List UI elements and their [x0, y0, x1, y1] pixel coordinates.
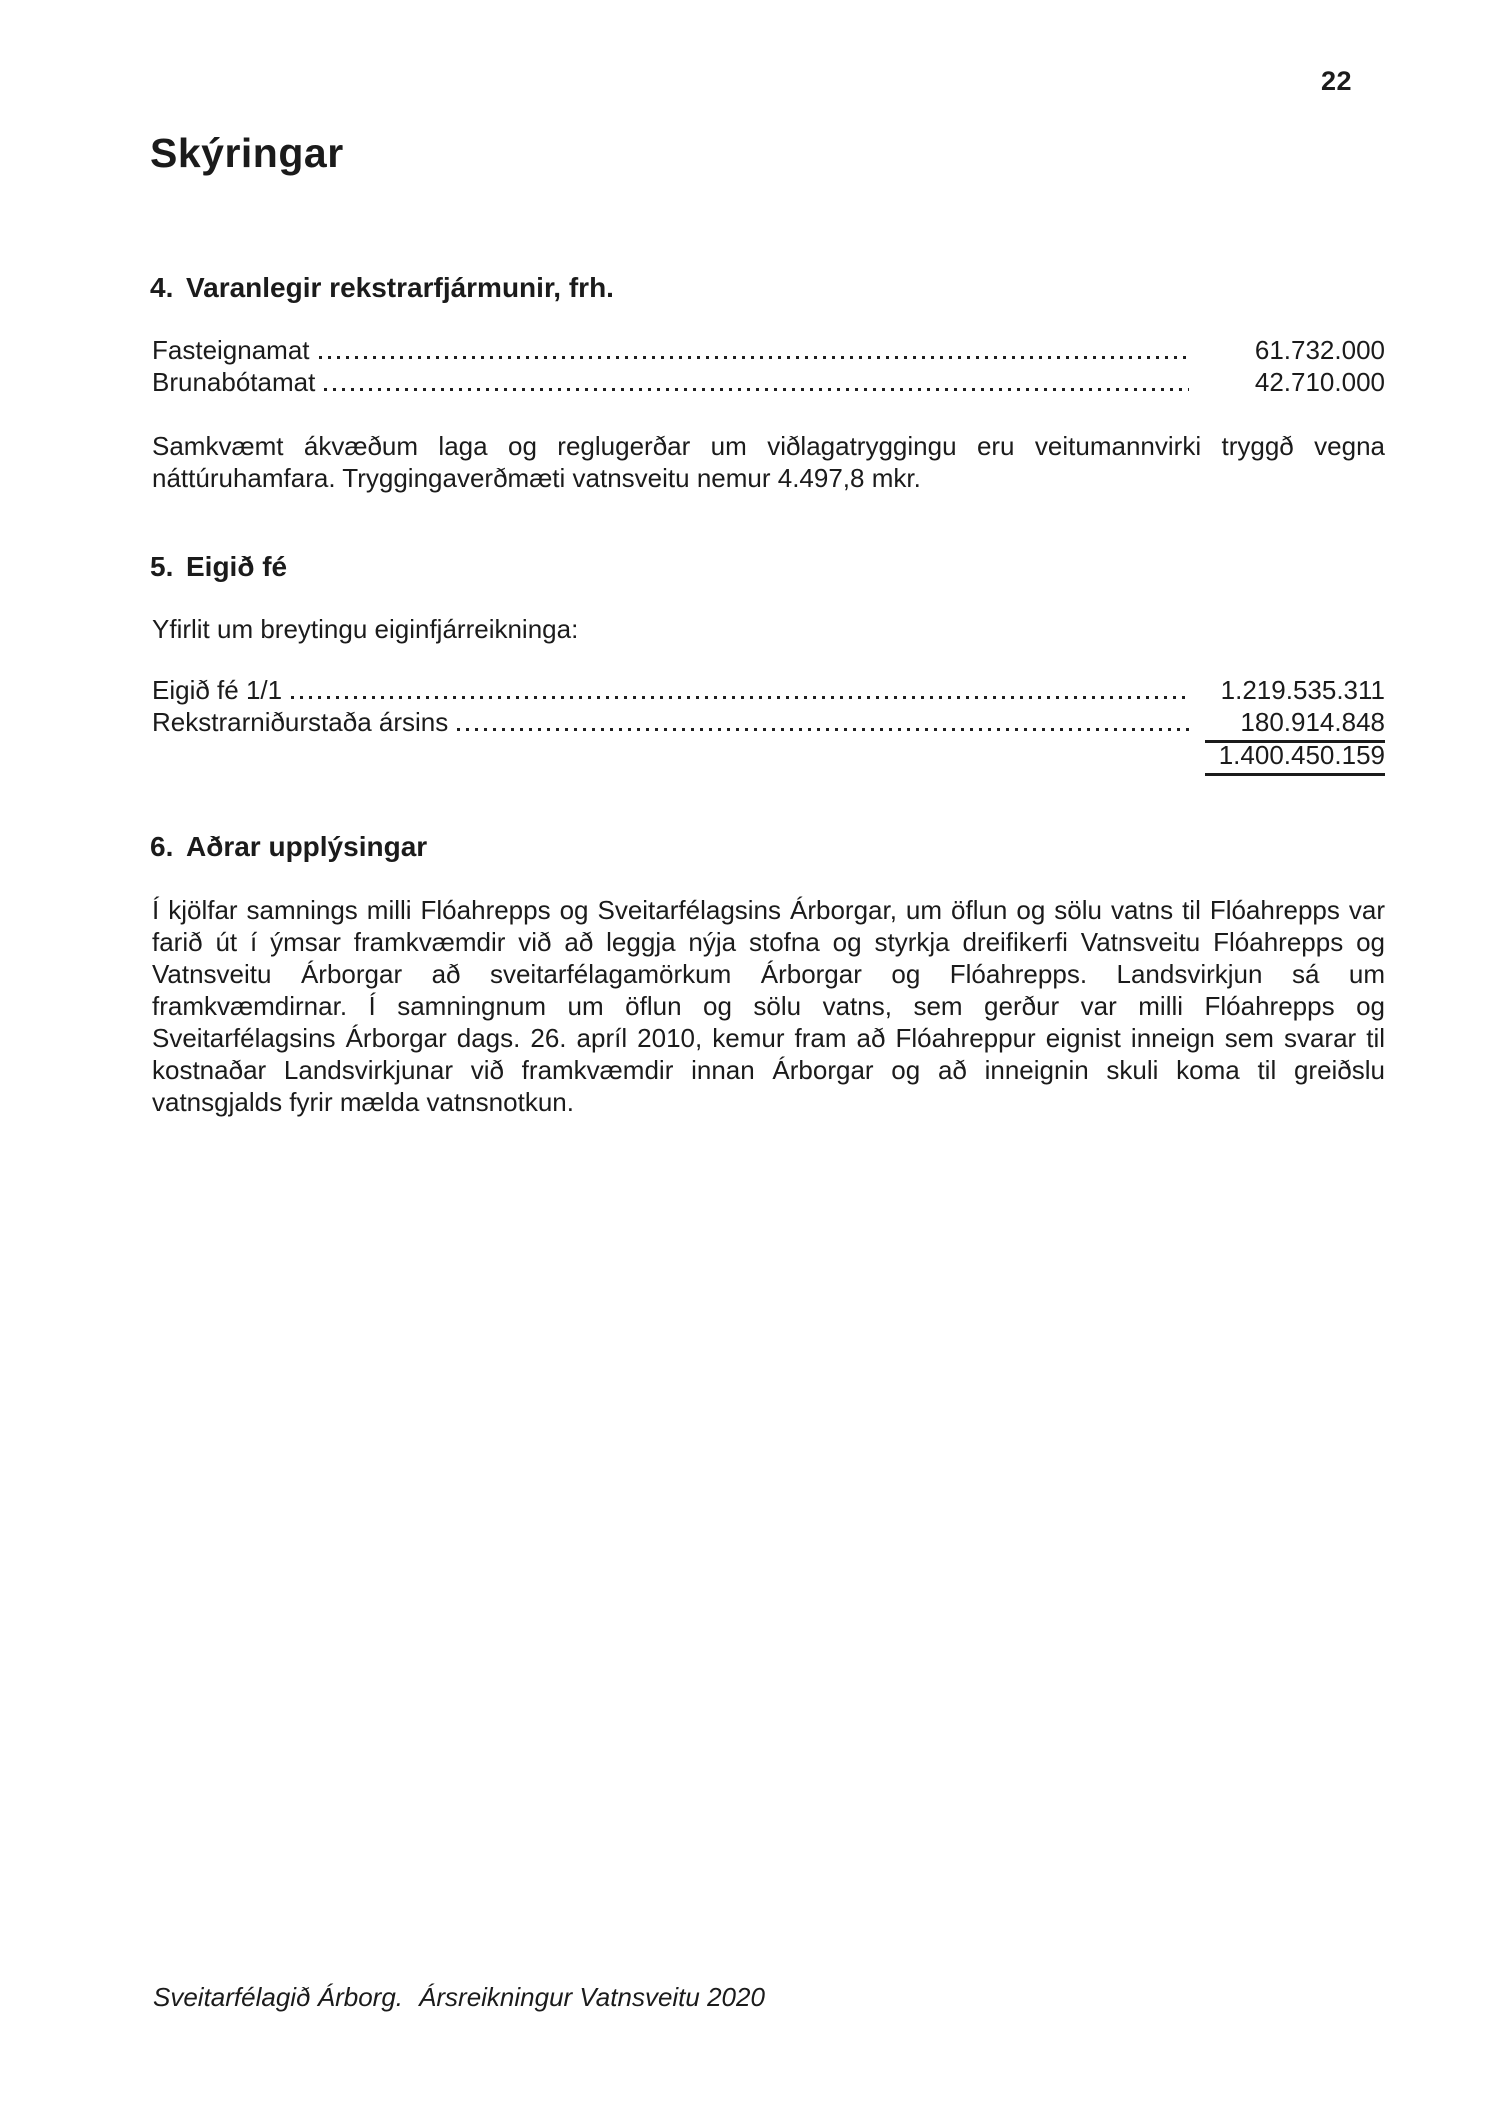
- section-4-paragraph: Samkvæmt ákvæðum laga og reglugerðar um viðlagatryggingu eru veitumannvirki tryggð vegna náttúruhamfara. Tryggingaverðmæti vatnsveitu nemur 4.497,8 mkr.: [152, 431, 1385, 493]
- section-4-title: Varanlegir rekstrarfjármunir, frh.: [186, 272, 614, 303]
- row-value: 42.710.000: [1254, 367, 1385, 397]
- row-label: Rekstrarniðurstaða ársins: [152, 707, 449, 737]
- page-title: Skýringar: [150, 130, 344, 176]
- section-4-heading: [150, 272, 614, 304]
- section-6-title: Aðrar upplýsingar: [186, 831, 428, 862]
- table-total-row: [152, 739, 1385, 771]
- table-row: [152, 366, 1385, 398]
- dotted-leader: [457, 728, 1189, 731]
- section-6-heading: [150, 831, 427, 863]
- row-value: 61.732.000: [1254, 335, 1385, 365]
- section-5-heading: [150, 551, 287, 583]
- section-4-table: [152, 334, 1385, 398]
- footer-report-title: Ársreikningur Vatnsveitu 2020: [419, 1982, 765, 2012]
- table-row: [152, 674, 1385, 706]
- table-row: [152, 706, 1385, 738]
- dotted-leader: [319, 356, 1189, 359]
- row-label: Eigið fé 1/1: [152, 675, 283, 705]
- section-5-intro: Yfirlit um breytingu eiginfjárreikninga:: [152, 614, 579, 644]
- section-5-title: Eigið fé: [186, 551, 288, 582]
- dotted-leader: [291, 696, 1189, 699]
- section-6-paragraph: Í kjölfar samnings milli Flóahrepps og Sveitarfélagsins Árborgar, um öflun og sölu vatns til Flóahrepps var farið út í ýmsar framkvæmdir við að leggja nýja stofna og styrkja dreifikerfi Vatnsveitu Flóahrepps og Vatnsveitu Árborgar að sveitarfélagamörkum Árborgar og Flóahrepps. Landsvirkjun sá um framkvæmdirnar. Í samningnum um öflun og sölu vatns, sem gerður var milli Flóahrepps og Sveitarfélagsins Árborgar dags. 26. apríl 2010, kemur fram að Flóahreppur eignist inneign sem svarar til kostnaðar Landsvirkjunar við framkvæmdir innan Árborgar og að inneignin skuli koma til greiðslu vatnsgjalds fyrir mælda vatnsnotkun.: [152, 895, 1385, 1117]
- table-row: [152, 334, 1385, 366]
- footer-company: Sveitarfélagið Árborg.: [153, 1982, 404, 2012]
- row-label: Brunabótamat: [152, 367, 316, 397]
- page-footer: [153, 1982, 765, 2013]
- section-5-table: [152, 674, 1385, 771]
- row-label: Fasteignamat: [152, 335, 310, 365]
- section-5-number: 5.: [150, 551, 174, 582]
- total-value: 1.400.450.159: [1205, 739, 1385, 776]
- row-value-underlined: 180.914.848: [1205, 706, 1385, 743]
- dotted-leader: [324, 388, 1189, 391]
- section-6-number: 6.: [150, 831, 174, 862]
- section-4-number: 4.: [150, 272, 174, 303]
- row-value: 1.219.535.311: [1220, 675, 1385, 705]
- page-number: 22: [1320, 66, 1352, 96]
